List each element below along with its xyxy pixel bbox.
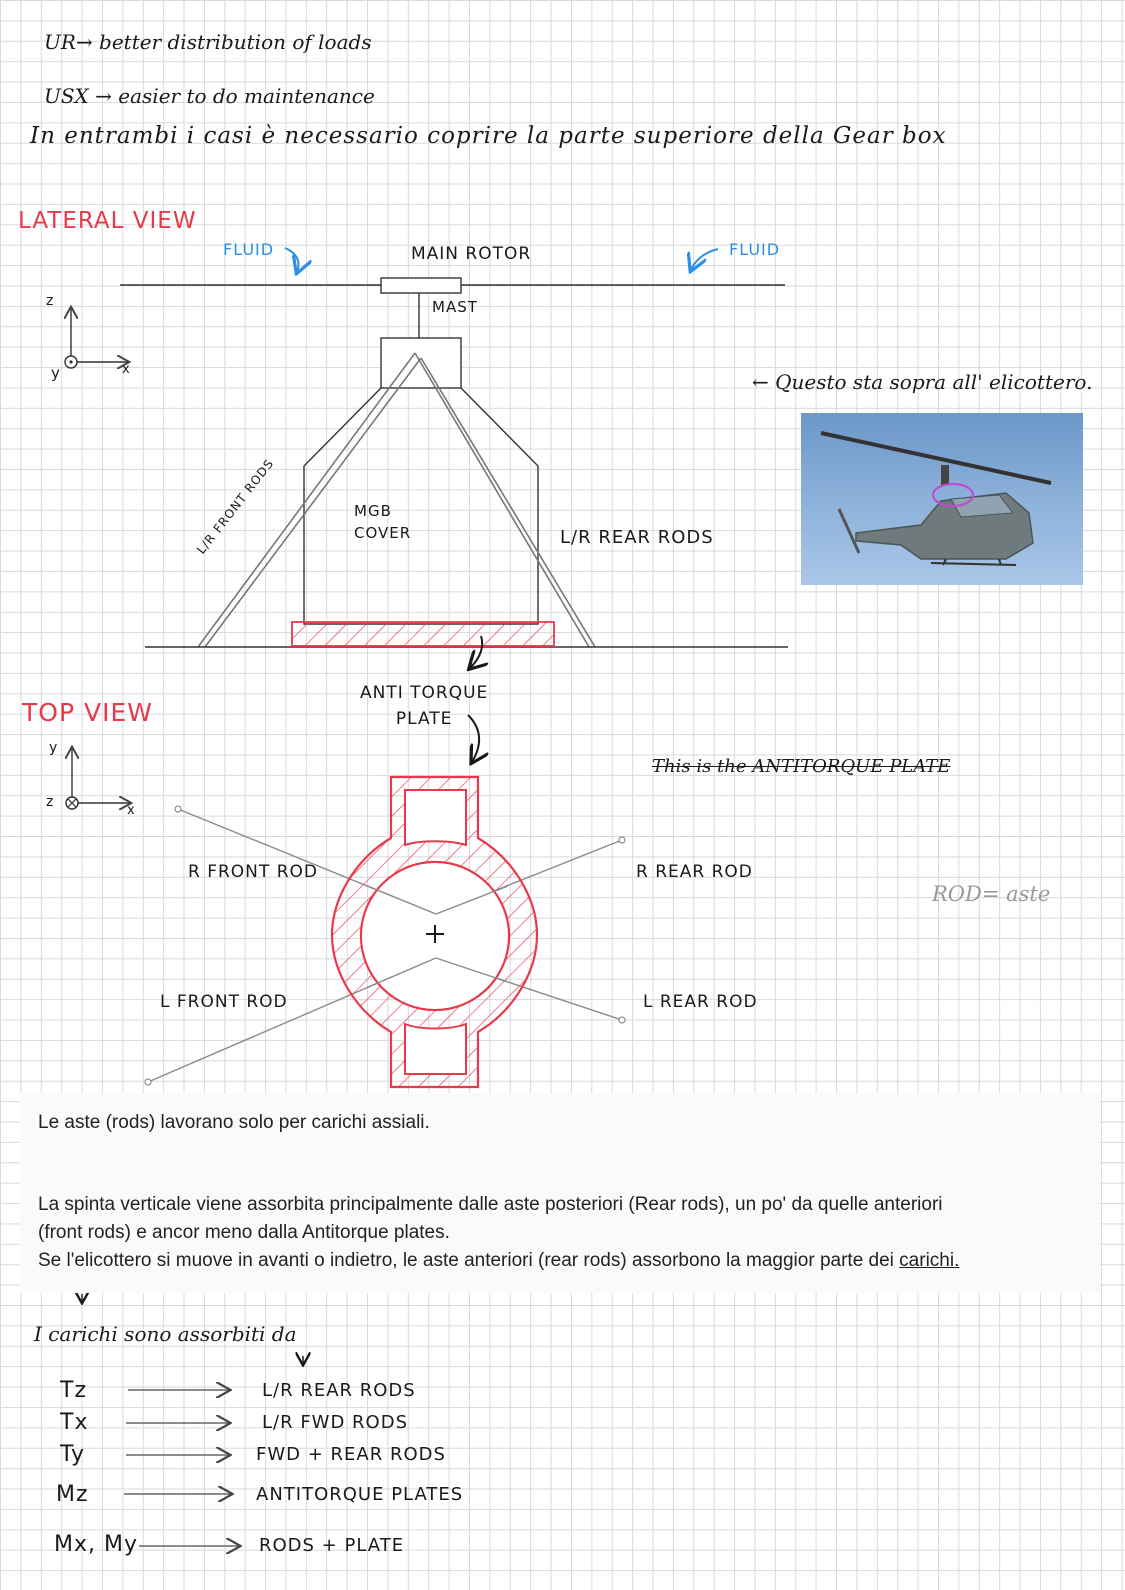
mgb-cover-outline xyxy=(304,388,538,624)
typed-text-block xyxy=(20,1093,1100,1293)
front-rods-label: L/R FRONT RODS xyxy=(194,456,277,557)
top-view-title: TOP VIEW xyxy=(22,698,153,727)
absorber-tx: L/R FWD RODS xyxy=(262,1412,409,1433)
antitorque-plate-side xyxy=(292,622,554,646)
rear-rod-outer xyxy=(415,353,589,647)
absorber-mz: ANTITORQUE PLATES xyxy=(256,1484,464,1505)
axis-x-label: x xyxy=(122,362,131,377)
load-tx: Tx xyxy=(60,1410,89,1435)
l-front-rod-label: L FRONT ROD xyxy=(160,992,288,1012)
l-rear-rod-label: L REAR ROD xyxy=(643,992,758,1012)
loads-header: I carichi sono assorbiti da xyxy=(34,1322,297,1346)
fluid-arrow-left xyxy=(285,248,299,272)
underlined-carichi: carichi. xyxy=(899,1250,960,1271)
crossed-note: This is the ANTITORQUE PLATE xyxy=(652,756,951,777)
load-mz: Mz xyxy=(56,1482,89,1507)
antitorque-plate-label: ANTI TORQUE PLATE xyxy=(360,683,489,729)
note-line-3: In entrambi i casi è necessario coprire la parte superiore della Gear box xyxy=(30,123,947,149)
helicopter-icon xyxy=(801,413,1083,585)
load-ty: Ty xyxy=(60,1442,86,1467)
helicopter-photo xyxy=(801,413,1083,585)
r-rear-rod-label: R REAR ROD xyxy=(636,862,753,882)
absorber-mx-my: RODS + PLATE xyxy=(259,1535,405,1556)
axis-z-label: z xyxy=(46,293,55,309)
top-axis-y-label: y xyxy=(49,740,59,756)
axis-y-label: y xyxy=(51,364,61,382)
load-mx-my: Mx, My xyxy=(54,1532,138,1557)
lateral-view-title: LATERAL VIEW xyxy=(18,208,197,234)
rear-rods-label: L/R REAR RODS xyxy=(560,527,714,548)
text-vertical-thrust-b: (front rods) e ancor meno dalla Antitorque plates. xyxy=(38,1222,450,1243)
absorber-tz: L/R REAR RODS xyxy=(262,1380,416,1401)
fluid-label-left: FLUID xyxy=(223,240,275,259)
fluid-arrow-right xyxy=(691,249,718,270)
load-tz: Tz xyxy=(60,1378,87,1403)
fluid-label-right: FLUID xyxy=(729,240,781,259)
top-axis-x-label: x xyxy=(127,803,136,818)
text-vertical-thrust-a: La spinta verticale viene assorbita principalmente dalle aste posteriori (Rear rods), un po' da quelle anteriori xyxy=(38,1194,943,1215)
mast-label: MAST xyxy=(432,298,478,316)
main-rotor-label: MAIN ROTOR xyxy=(411,244,532,264)
absorber-ty: FWD + REAR RODS xyxy=(256,1444,446,1465)
text-forward-motion: Se l'elicottero si muove in avanti o indietro, le aste anteriori (rear rods) assorbono la maggior parte dei carichi. xyxy=(38,1250,960,1271)
rotor-hub xyxy=(381,278,461,293)
mgb-cover-label: MGB COVER xyxy=(354,502,412,542)
top-view-drawing xyxy=(66,715,625,1087)
lateral-view-drawing xyxy=(65,248,788,668)
rear-rod-inner xyxy=(421,358,595,647)
note-line-2: USX → easier to do maintenance xyxy=(44,84,375,108)
text-axial-loads: Le aste (rods) lavorano solo per carichi assiali. xyxy=(38,1112,430,1133)
note-line-1: UR→ better distribution of loads xyxy=(44,30,372,54)
photo-caption: ← Questo sta sopra all' elicottero. xyxy=(752,370,1093,394)
r-front-rod-label: R FRONT ROD xyxy=(188,862,318,882)
rod-definition: ROD= aste xyxy=(932,882,1051,906)
top-axis-z-label: z xyxy=(46,794,55,810)
